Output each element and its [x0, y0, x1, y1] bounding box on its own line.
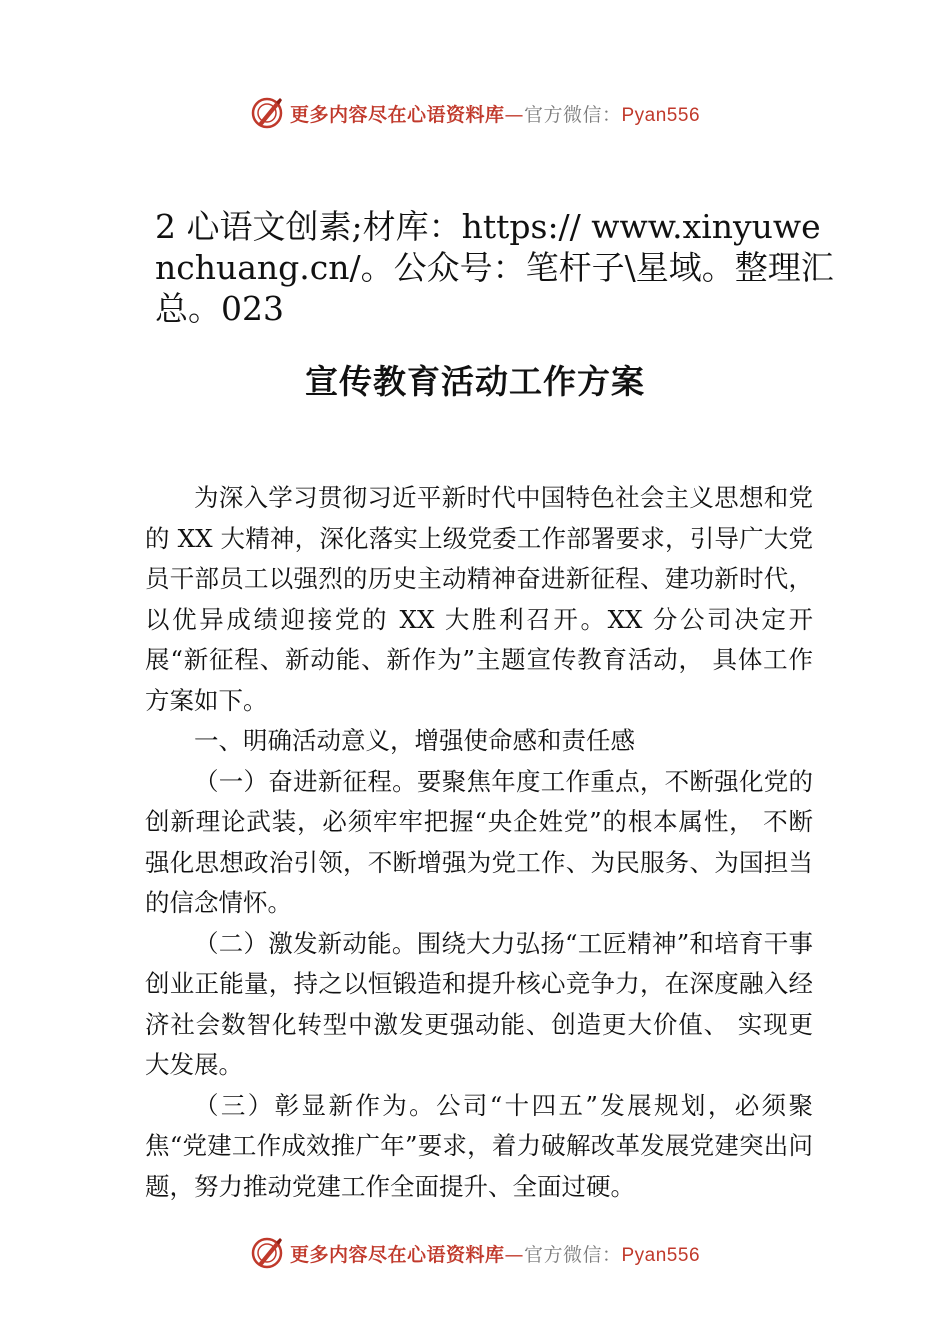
section-heading-1: 一、明确活动意义，增强使命感和责任感 — [194, 726, 635, 755]
header-note: 2 心语文创素;材库：https:// www.xinyuwenchuang.cn/。公众号：笔杆子\星域。整理汇总。023 — [155, 207, 834, 328]
paragraph-item-2: （二）激发新动能。围绕大力弘扬“工匠精神”和培育干事创业正能量，持之以恒锻造和提升核心竞争力，在深度融入经济社会数智化转型中激发更强动能、创造更大价值、 实现更大发展。 — [145, 928, 813, 1079]
document-body — [145, 478, 813, 1207]
paragraph-item-3: （三）彰显新作为。公司“十四五”发展规划，必须聚焦“党建工作成效推广年”要求，着力破解改革发展党建突出问题，努力推动党建工作全面提升、全面过硬。 — [145, 1090, 813, 1201]
paragraph-intro: 为深入学习贯彻习近平新时代中国特色社会主义思想和党的 XX 大精神，深化落实上级党委工作部署要求，引导广大党员干部员工以强烈的历史主动精神奋进新征程、建功新时代，以优异成绩迎接党的 XX 大胜利召开。XX 分公司决定开展“新征程、新动能、新作为”主题宣传教育活动， 具体工作方案如下。 — [145, 483, 813, 715]
top-watermark — [0, 96, 950, 130]
document-title: 宣传教育活动工作方案 — [305, 362, 645, 401]
watermark-brand: 更多内容尽在心语资料库 — [289, 103, 505, 126]
bottom-watermark — [0, 1236, 950, 1270]
watermark-wechat-id: Pyan556 — [621, 104, 701, 126]
watermark-dash: — — [504, 103, 524, 126]
pen-seal-logo-icon — [250, 96, 284, 130]
watermark-wechat-id: Pyan556 — [621, 1244, 701, 1266]
pen-seal-logo-icon — [250, 1236, 284, 1270]
watermark-brand: 更多内容尽在心语资料库 — [289, 1243, 505, 1266]
watermark-dash: — — [504, 1243, 524, 1266]
paragraph-item-1: （一）奋进新征程。要聚焦年度工作重点，不断强化党的创新理论武装，必须牢牢把握“央企姓党”的根本属性， 不断强化思想政治引领，不断增强为党工作、为民服务、为国担当的信念情怀。 — [145, 766, 813, 917]
watermark-text — [290, 1240, 700, 1267]
watermark-wechat-label: 官方微信： — [523, 103, 622, 126]
watermark-wechat-label: 官方微信： — [523, 1243, 622, 1266]
watermark-text — [290, 100, 700, 127]
